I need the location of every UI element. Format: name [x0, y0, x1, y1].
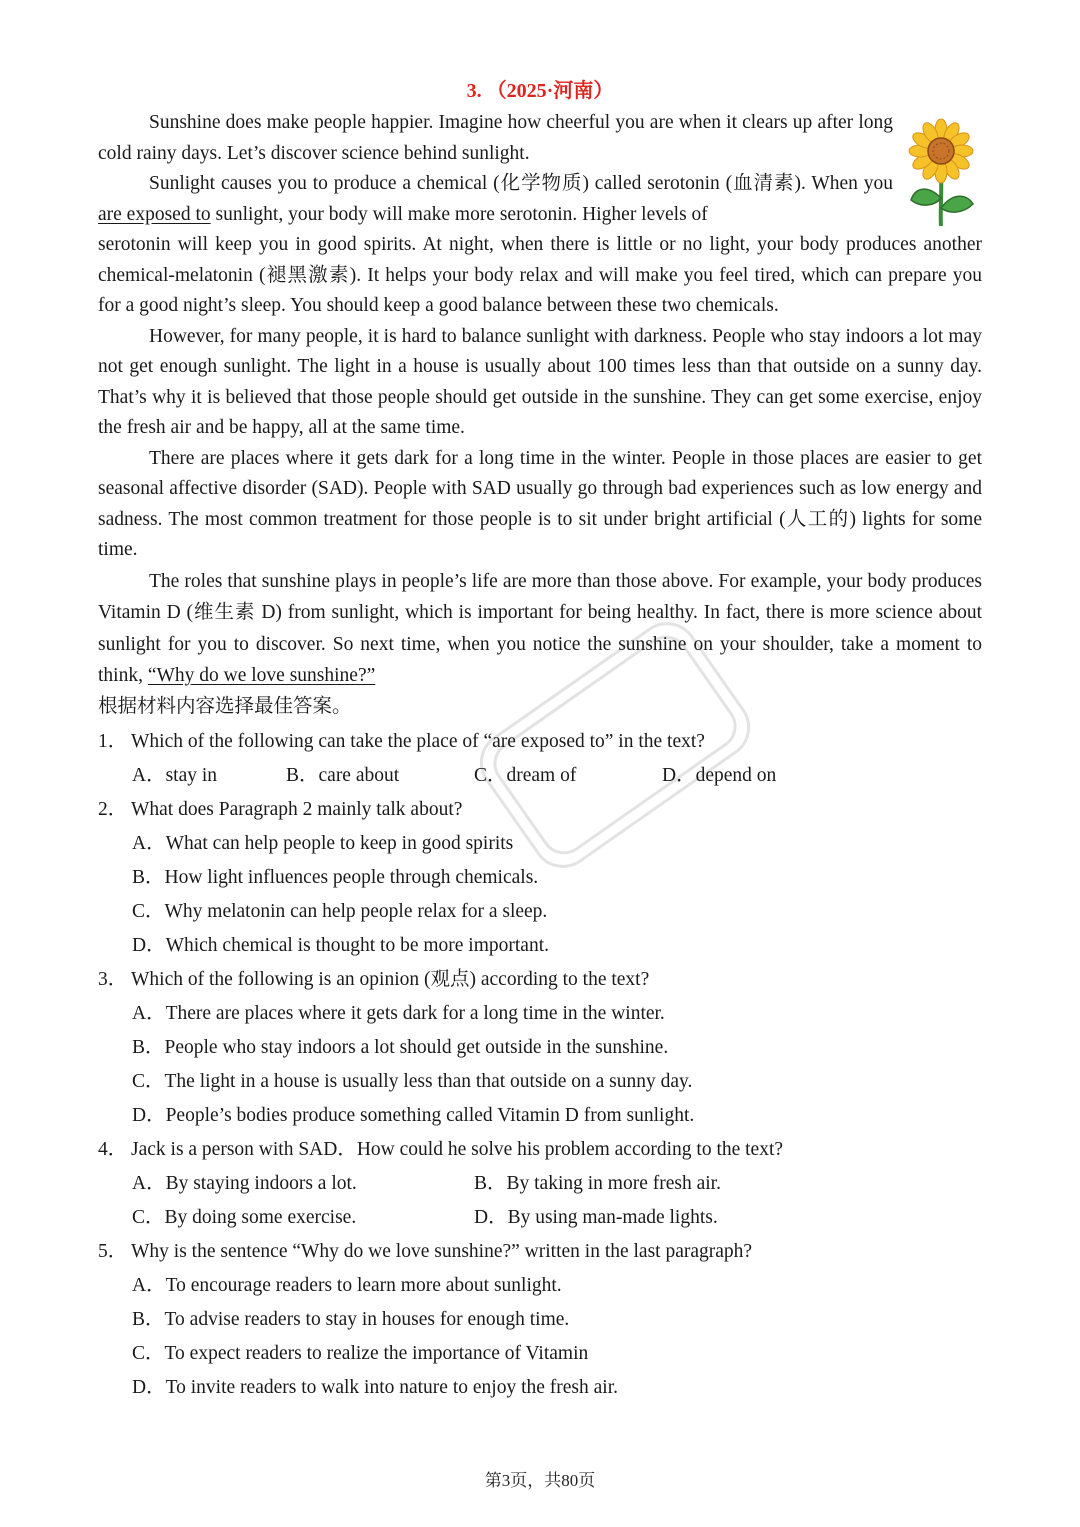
- paragraph-4: There are places where it gets dark for a long time in the winter. People in those places are easier to get seasonal affective disorder (SAD). People with SAD usually go through bad experiences such as low energy and sadness. The most common treatment for those people is to sit under bright artificial (人工的) lights for some time.: [98, 447, 982, 560]
- option-b[interactable]: B．How light influences people through chemicals.: [132, 866, 539, 888]
- underlined-phrase: are exposed to: [98, 203, 211, 225]
- option-d[interactable]: D．People’s bodies produce something called Vitamin D from sunlight.: [132, 1104, 695, 1126]
- question-5: 5． Why is the sentence “Why do we love sunshine?” written in the last paragraph?: [98, 1240, 753, 1262]
- option-d[interactable]: D．Which chemical is thought to be more important.: [132, 934, 549, 956]
- option-a[interactable]: A．To encourage readers to learn more about sunlight.: [132, 1274, 562, 1296]
- instruction: 根据材料内容选择最佳答案。: [98, 695, 352, 717]
- underlined-question: “Why do we love sunshine?”: [147, 665, 376, 686]
- options-row: [98, 759, 982, 793]
- option-a[interactable]: A．What can help people to keep in good spirits: [132, 832, 514, 854]
- option-c[interactable]: C．The light in a house is usually less than that outside on a sunny day.: [132, 1070, 693, 1092]
- option-a[interactable]: A．By staying indoors a lot.: [132, 1172, 357, 1194]
- option-c[interactable]: C．To expect readers to realize the importance of Vitamin: [132, 1342, 589, 1364]
- paragraph-3: However, for many people, it is hard to balance sunlight with darkness. People who stay indoors a lot may not get enough sunlight. The light in a house is usually about 100 times less than that outside on a sunny day. That’s why it is believed that those people should get outside in the sunshine. They can get some exercise, enjoy the fresh air and be happy, all at the same time.: [98, 325, 982, 438]
- question-title: 3. （2025·河南）: [466, 80, 614, 102]
- paragraph-2-text-b: sunlight, your body will make more serotonin. Higher levels of: [210, 203, 708, 225]
- page-footer: 第3页，共80页: [484, 1471, 596, 1490]
- paragraph-5-text: The roles that sunshine plays in people’s life are more than those above. For example, your body produces Vitamin D (维生素 D) from sunlight, which is important for being healthy. In fact, there is more science about sunlight for you to discover. So next time, when you notice the sunshine on your shoulder, take a moment to think,: [98, 570, 982, 686]
- question-2: 2． What does Paragraph 2 mainly talk about?: [98, 798, 463, 820]
- option-d[interactable]: D．depend on: [662, 764, 777, 786]
- option-c[interactable]: C．Why melatonin can help people relax for a sleep.: [132, 900, 548, 922]
- paragraph-2-continued: serotonin will keep you in good spirits. At night, when there is little or no light, your body produces another chemical-melatonin (褪黑激素). It helps your body relax and will make you feel tired, which can prepare you for a good night’s sleep. You should keep a good balance between these two chemicals.: [98, 234, 982, 316]
- option-d[interactable]: D．To invite readers to walk into nature to enjoy the fresh air.: [132, 1376, 618, 1398]
- option-d[interactable]: D．By using man-made lights.: [474, 1206, 718, 1228]
- option-b[interactable]: B．To advise readers to stay in houses for enough time.: [132, 1308, 570, 1330]
- question-3: 3． Which of the following is an opinion (观点) according to the text?: [98, 968, 650, 990]
- option-b[interactable]: B．By taking in more fresh air.: [474, 1172, 721, 1194]
- paragraph-1: Sunshine does make people happier. Imagine how cheerful you are when it clears up after long cold rainy days. Let’s discover science behind sunlight.: [98, 112, 893, 164]
- paragraph-2-text-a: Sunlight causes you to produce a chemical (化学物质) called serotonin (血清素). When you: [149, 173, 893, 194]
- document-page: [98, 76, 982, 1405]
- option-c[interactable]: C．dream of: [474, 764, 577, 786]
- paragraph-2: [98, 169, 893, 230]
- option-b[interactable]: B．care about: [286, 764, 400, 786]
- option-a[interactable]: A．stay in: [132, 764, 218, 786]
- paragraph-5: [98, 566, 982, 692]
- question-1: 1． Which of the following can take the place of “are exposed to” in the text?: [98, 730, 705, 752]
- option-c[interactable]: C．By doing some exercise.: [132, 1206, 357, 1228]
- question-list: [98, 725, 982, 1405]
- question-4: 4． Jack is a person with SAD．How could he solve his problem according to the text?: [98, 1138, 784, 1160]
- option-a[interactable]: A．There are places where it gets dark for a long time in the winter.: [132, 1002, 665, 1024]
- options-row: [98, 1167, 982, 1201]
- options-row: [98, 1201, 982, 1235]
- option-b[interactable]: B．People who stay indoors a lot should get outside in the sunshine.: [132, 1036, 669, 1058]
